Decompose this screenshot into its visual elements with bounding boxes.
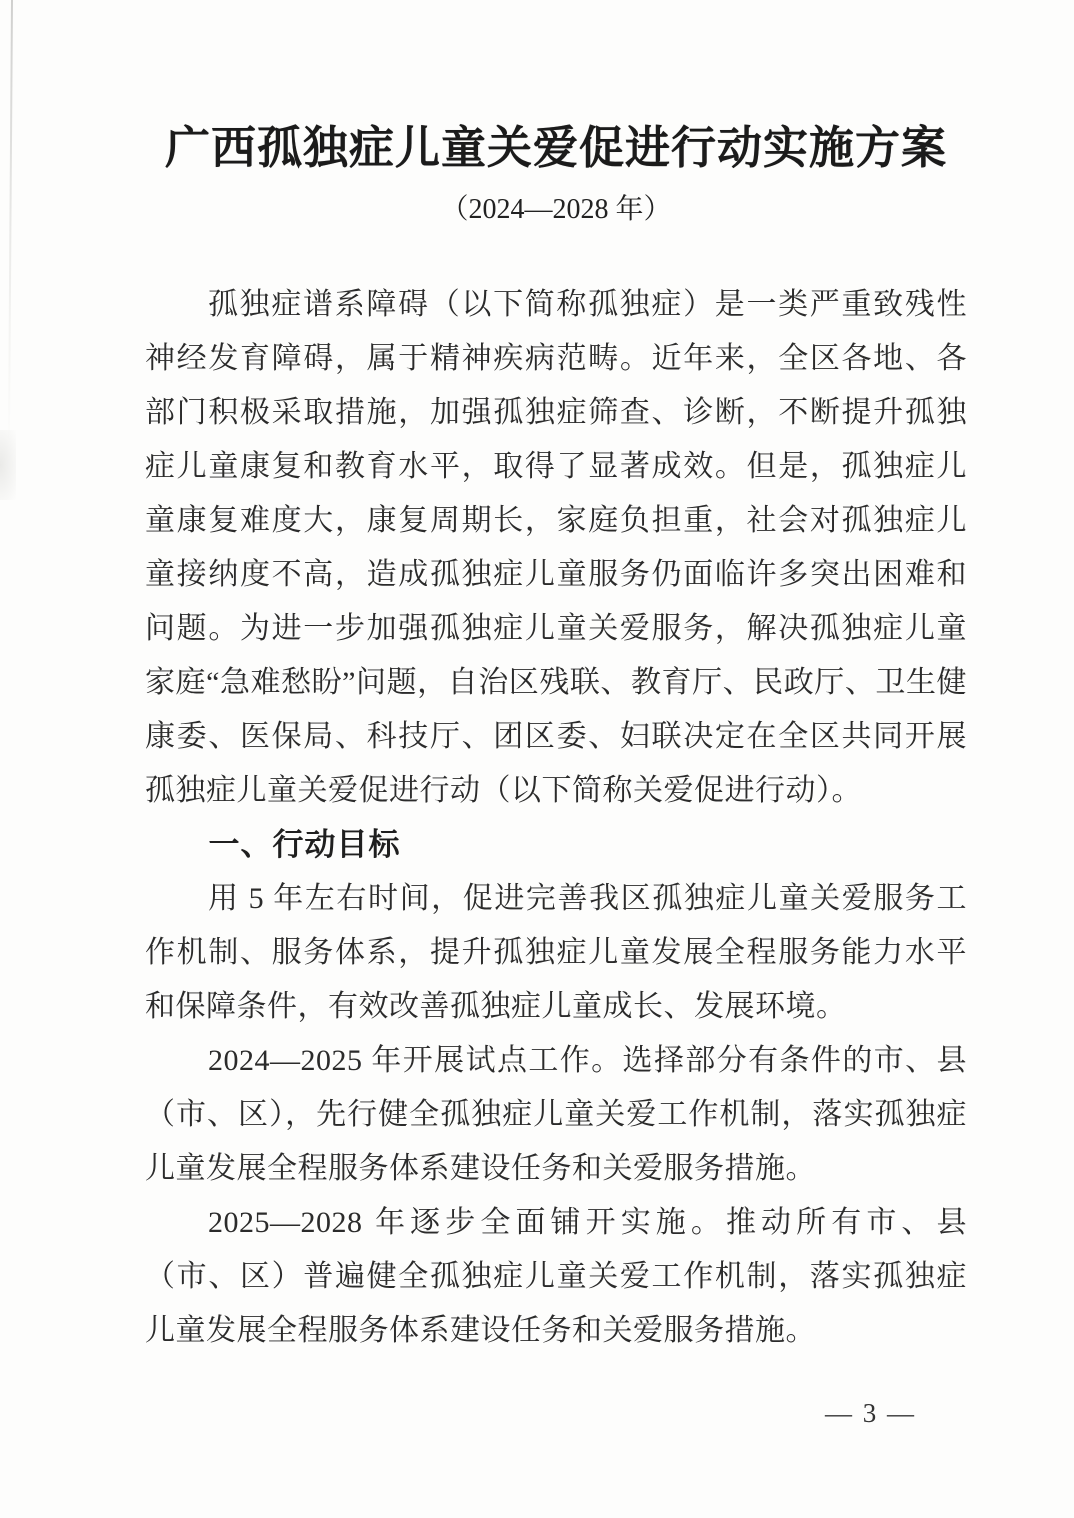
- page-number: — 3 —: [825, 1398, 916, 1428]
- paragraph-rollout-phase: 2025—2028 年逐步全面铺开实施。推动所有市、县（市、区）普遍健全孤独症儿童关爱工作机制，落实孤独症儿童发展全程服务体系建设任务和关爱服务措施。: [145, 1206, 967, 1347]
- document-content: [145, 118, 967, 1358]
- paragraph-overall-goal: 用 5 年左右时间，促进完善我区孤独症儿童关爱服务工作机制、服务体系，提升孤独症儿童发展全程服务能力水平和保障条件，有效改善孤独症儿童成长、发展环境。: [145, 882, 967, 1023]
- document-subtitle: （2024—2028 年）: [440, 194, 672, 225]
- paragraph-pilot-phase: 2024—2025 年开展试点工作。选择部分有条件的市、县（市、区），先行健全孤独症儿童关爱工作机制，落实孤独症儿童发展全程服务体系建设任务和关爱服务措施。: [145, 1044, 967, 1185]
- document-body: [145, 278, 967, 1358]
- scan-artifact-line: [8, 0, 13, 445]
- intro-paragraph: 孤独症谱系障碍（以下简称孤独症）是一类严重致残性神经发育障碍，属于精神疾病范畴。近年来，全区各地、各部门积极采取措施，加强孤独症筛查、诊断，不断提升孤独症儿童康复和教育水平，取得了显著成效。但是，孤独症儿童康复难度大，康复周期长，家庭负担重，社会对孤独症儿童接纳度不高，造成孤独症儿童服务仍面临许多突出困难和问题。为进一步加强孤独症儿童关爱服务，解决孤独症儿童家庭“急难愁盼”问题，自治区残联、教育厅、民政厅、卫生健康委、医保局、科技厅、团区委、妇联决定在全区共同开展孤独症儿童关爱促进行动（以下简称关爱促进行动）。: [145, 288, 967, 807]
- document-title: 广西孤独症儿童关爱促进行动实施方案: [164, 123, 947, 173]
- scan-artifact-smudge: [0, 430, 16, 500]
- section-heading-action-goals: 一、行动目标: [208, 827, 401, 862]
